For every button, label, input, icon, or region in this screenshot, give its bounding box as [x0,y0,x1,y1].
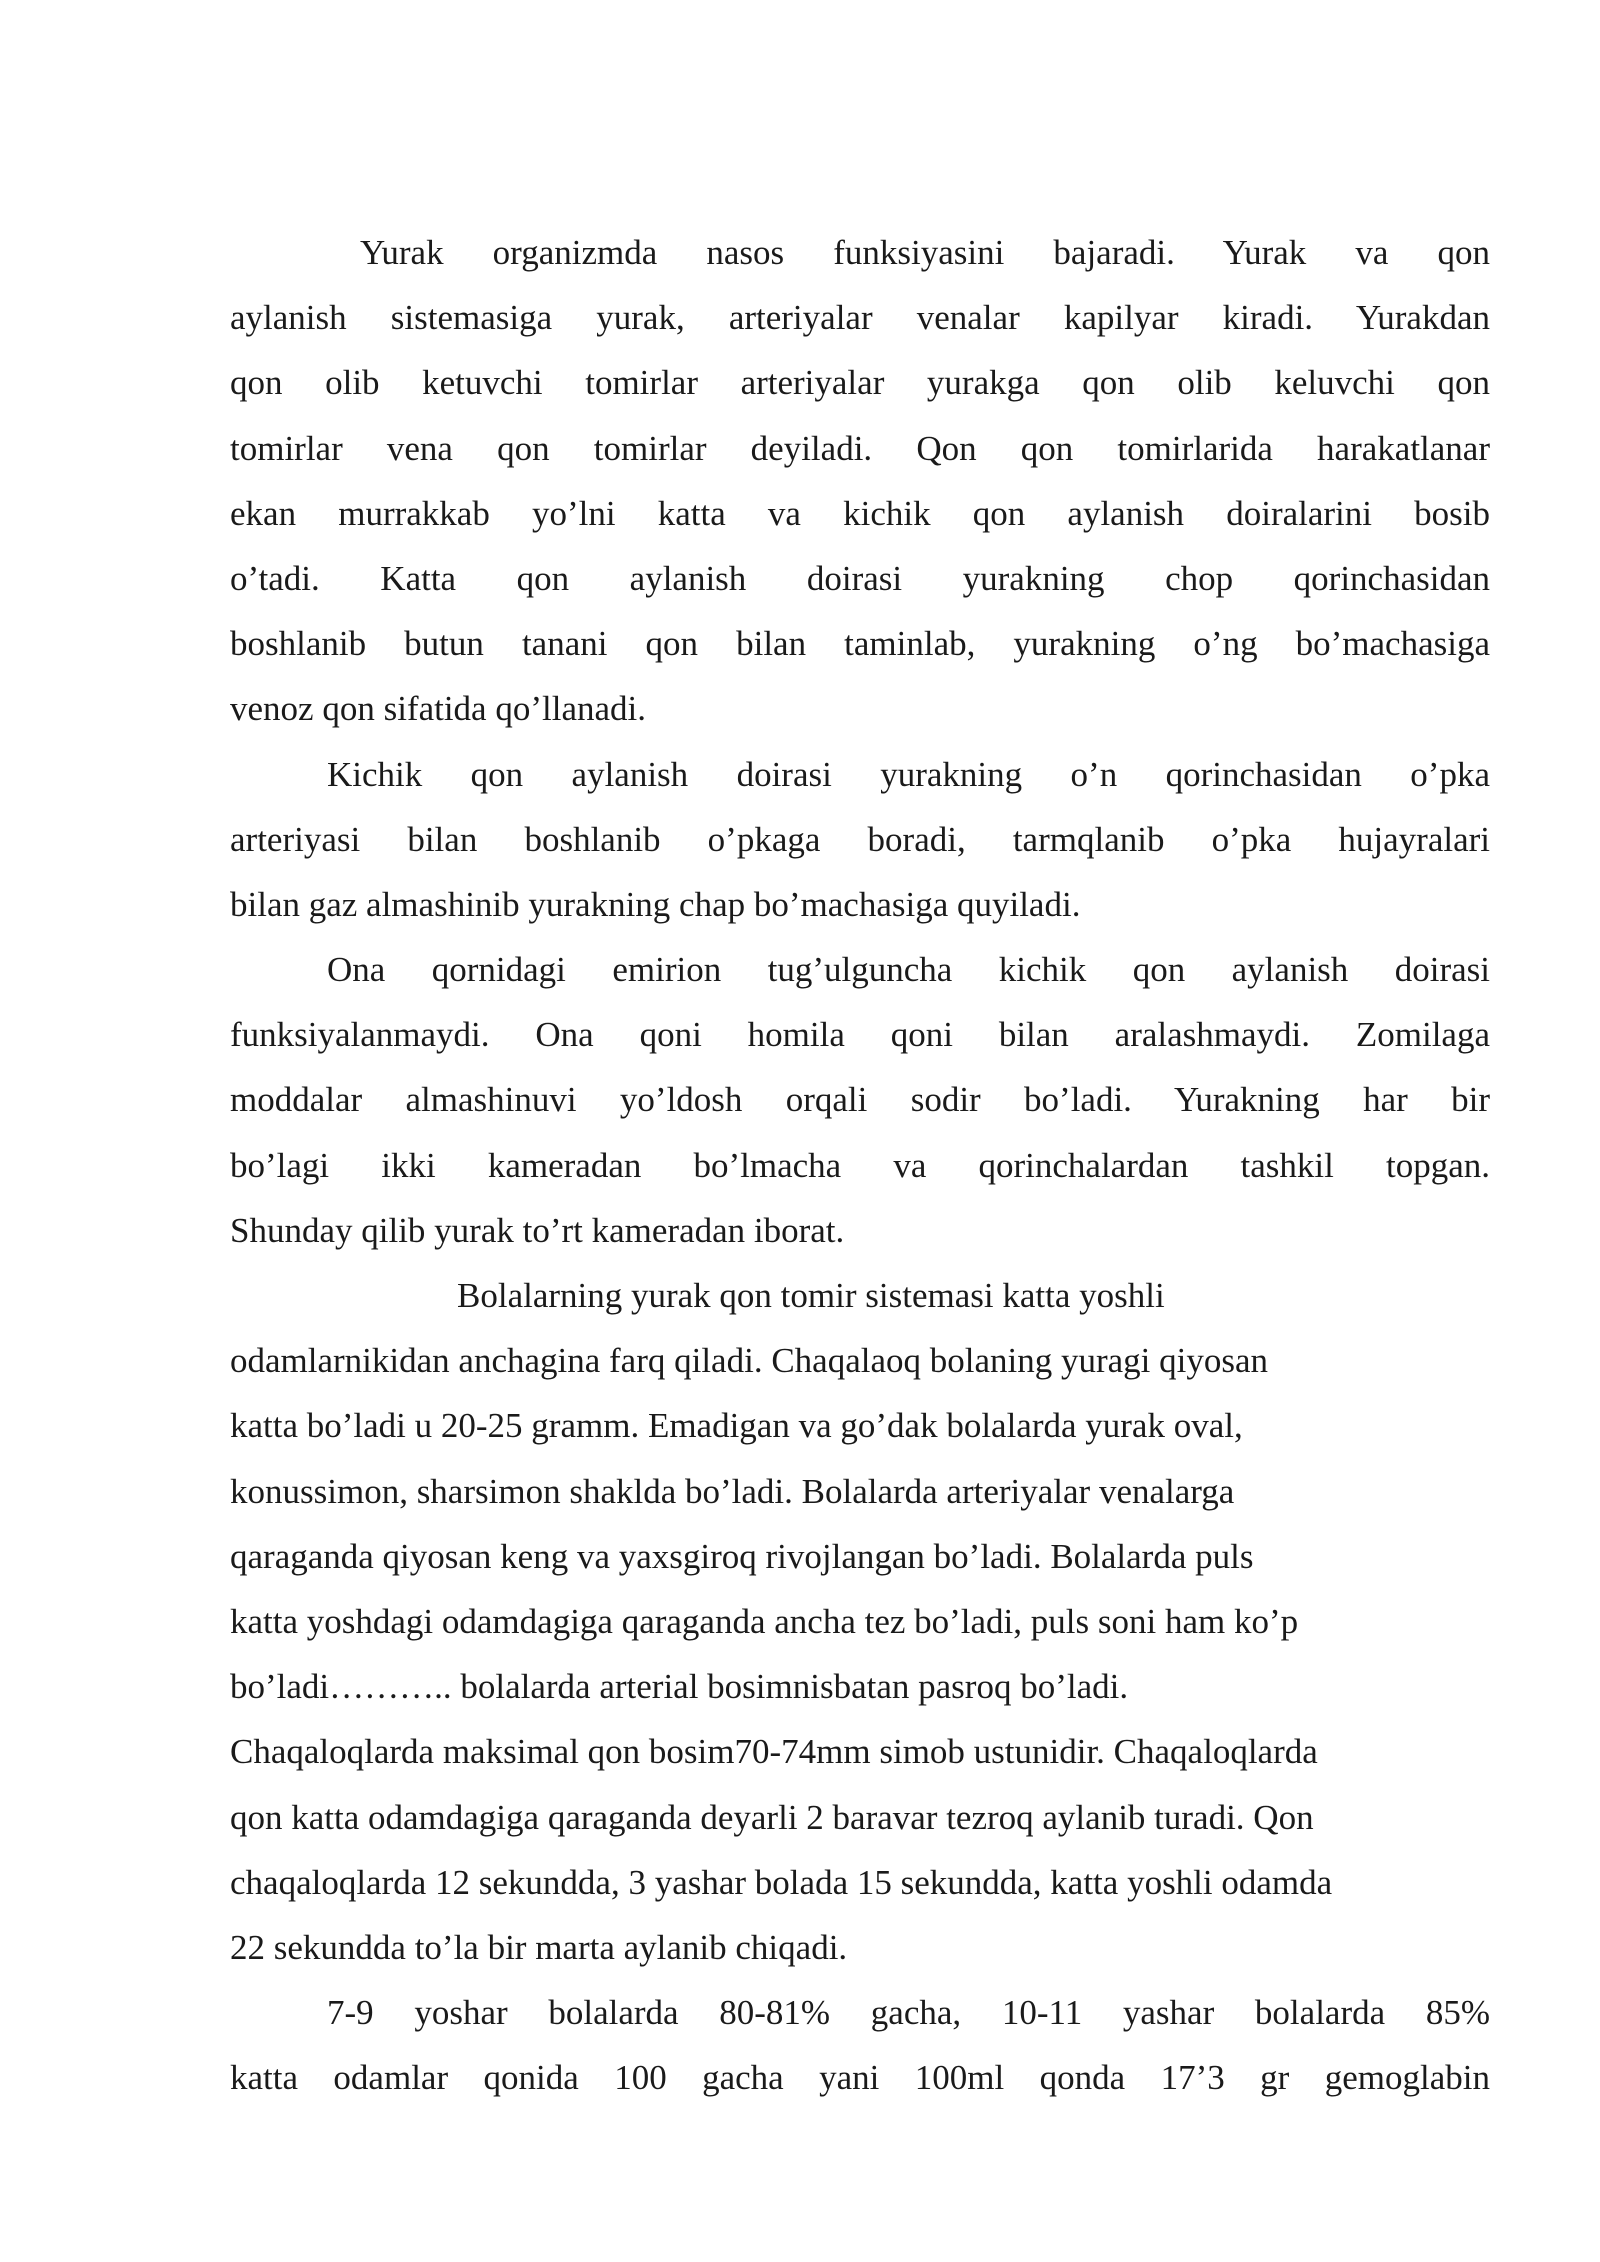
text-line: Chaqaloqlarda maksimal qon bosim70-74mm simob ustunidir. Chaqaloqlarda [230,1732,1318,1772]
text-line: venoz qon sifatida qo’llanadi. [230,689,646,729]
text-line: arteriyasi bilan boshlanib o’pkaga boradi, tarmqlanib o’pka hujayralari [230,819,1490,859]
text-line: Yurak organizmda nasos funksiyasini bajaradi. Yurak va qon [360,233,1490,272]
text-line: qon katta odamdagiga qaraganda deyarli 2 baravar tezroq aylanib turadi. Qon [230,1797,1314,1837]
text-line: 22 sekundda to’la bir marta aylanib chiqadi. [230,1927,848,1967]
text-line: tomirlar vena qon tomirlar deyiladi. Qon qon tomirlarida harakatlanar [230,428,1490,468]
text-line: funksiyalanmaydi. Ona qoni homila qoni bilan aralashmaydi. Zomilaga [230,1015,1490,1055]
text-line: Kichik qon aylanish doirasi yurakning o’n qorinchasidan o’pka [327,754,1490,794]
text-line: aylanish sistemasiga yurak, arteriyalar venalar kapilyar kiradi. Yurakdan [230,298,1490,338]
text-line: konussimon, sharsimon shaklda bo’ladi. Bolalarda arteriyalar venalarga [230,1471,1235,1511]
text-line: qaraganda qiyosan keng va yaxsgiroq rivojlangan bo’ladi. Bolalarda puls [230,1536,1254,1576]
text-line: boshlanib butun tanani qon bilan taminlab, yurakning o’ng bo’machasiga [230,624,1490,664]
text-line: ekan murrakkab yo’lni katta va kichik qon aylanish doiralarini bosib [230,493,1490,533]
text-line: o’tadi. Katta qon aylanish doirasi yurakning chop qorinchasidan [230,558,1490,598]
text-line: Bolalarning yurak qon tomir sistemasi katta yoshli [457,1276,1165,1315]
text-line: moddalar almashinuvi yo’ldosh orqali sodir bo’ladi. Yurakning har bir [230,1080,1490,1120]
document-body [230,220,1490,2110]
text-line: qon olib ketuvchi tomirlar arteriyalar yurakga qon olib keluvchi qon [230,363,1490,403]
text-line: katta bo’ladi u 20-25 gramm. Emadigan va go’dak bolalarda yurak oval, [230,1406,1243,1446]
text-line: chaqaloqlarda 12 sekundda, 3 yashar bolada 15 sekundda, katta yoshli odamda [230,1862,1333,1902]
text-line: Ona qornidagi emirion tug’ulguncha kichik qon aylanish doirasi [327,950,1490,990]
text-line: bo’ladi……….. bolalarda arterial bosimnisbatan pasroq bo’ladi. [230,1667,1129,1707]
text-line: 7-9 yoshar bolalarda 80-81% gacha, 10-11 yashar bolalarda 85% [327,1993,1490,2033]
text-line: bilan gaz almashinib yurakning chap bo’machasiga quyiladi. [230,884,1081,924]
text-line: odamlarnikidan anchagina farq qiladi. Chaqalaoq bolaning yuragi qiyosan [230,1341,1269,1381]
text-line: bo’lagi ikki kameradan bo’lmacha va qorinchalardan tashkil topgan. [230,1145,1490,1185]
text-line: Shunday qilib yurak to’rt kameradan iborat. [230,1210,845,1250]
text-line: katta yoshdagi odamdagiga qaraganda ancha tez bo’ladi, puls soni ham ko’p [230,1601,1299,1641]
text-line: katta odamlar qonida 100 gacha yani 100ml qonda 17’3 gr gemoglabin [230,2058,1490,2098]
